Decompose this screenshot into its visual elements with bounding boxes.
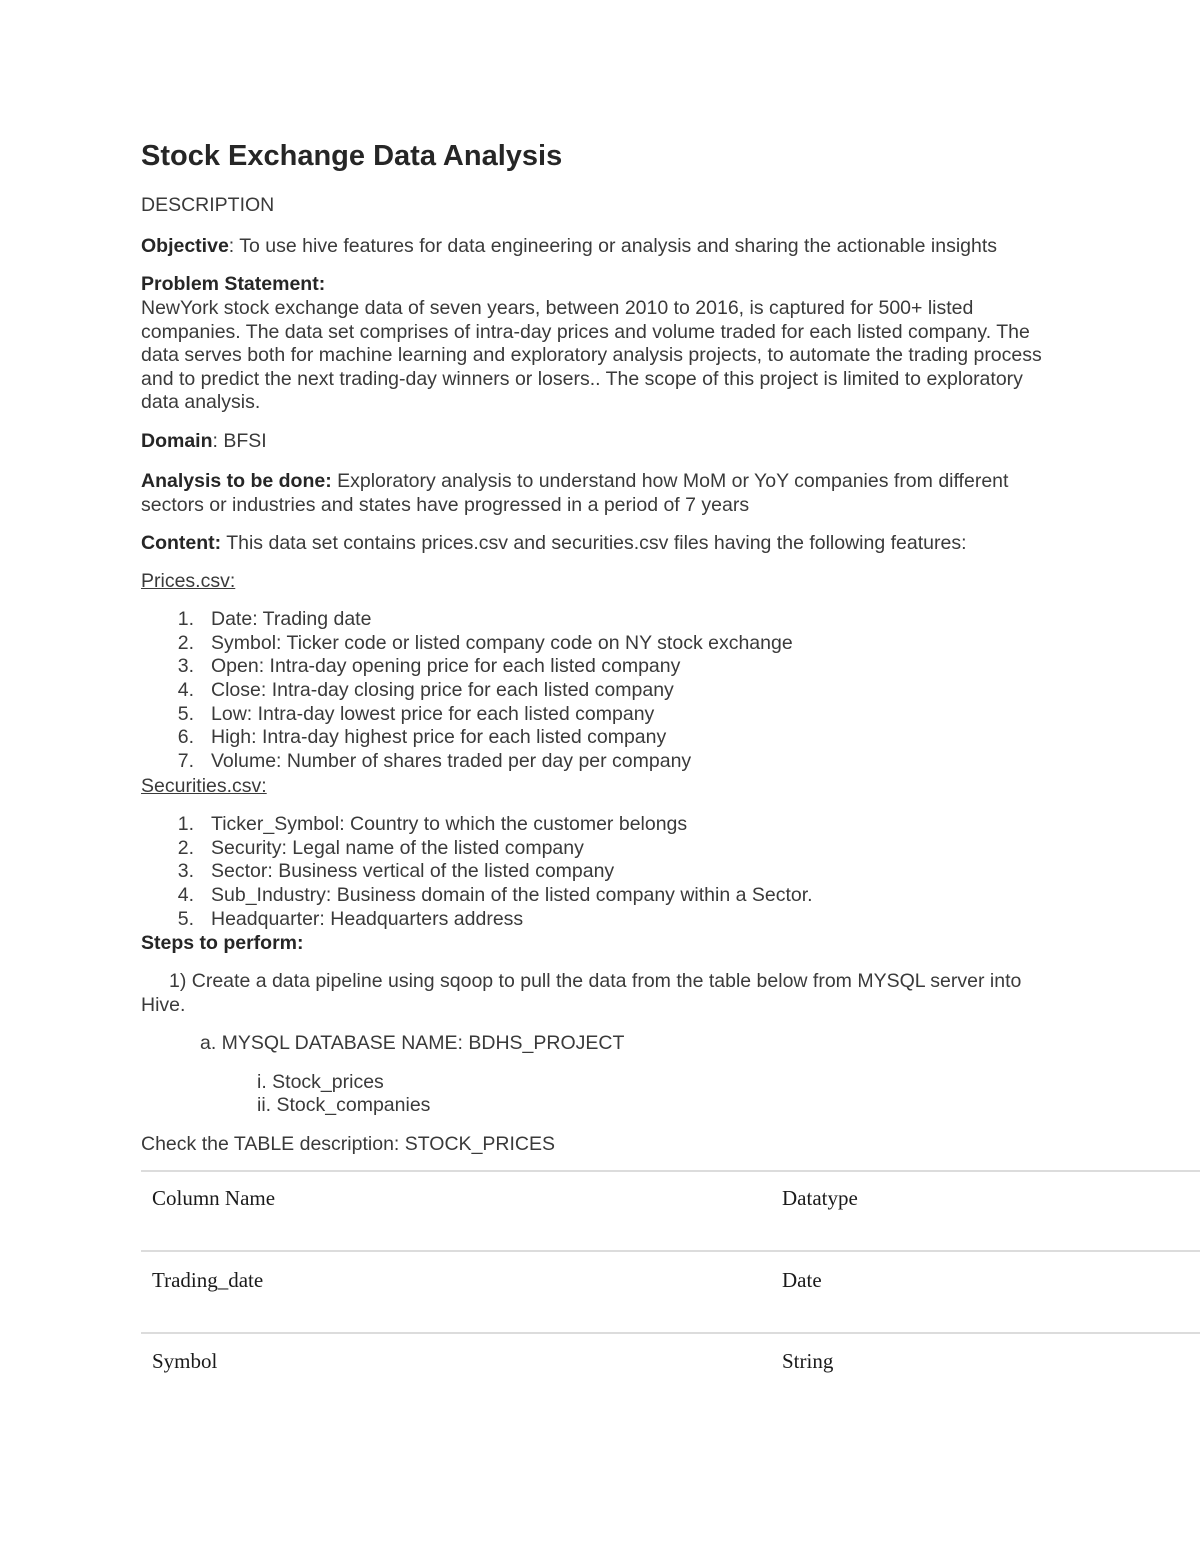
table-rule — [141, 1170, 1200, 1172]
table-header-datatype: Datatype — [782, 1186, 858, 1210]
content-label: Content: — [141, 532, 222, 554]
domain-paragraph — [141, 430, 1071, 454]
table-name-2: ii. Stock_companies — [257, 1094, 431, 1116]
database-name: a. MYSQL DATABASE NAME: BDHS_PROJECT — [200, 1032, 625, 1054]
securities-heading: Securities.csv: — [141, 775, 267, 797]
step-1-text: 1) Create a data pipeline using sqoop to pull the data from the table below from MYSQL server into Hive. — [141, 970, 1022, 1016]
check-table-description: Check the TABLE description: STOCK_PRICES — [141, 1133, 556, 1155]
objective-paragraph — [141, 235, 1071, 259]
content-paragraph — [141, 532, 1071, 556]
table-header-column-name: Column Name — [152, 1186, 276, 1210]
problem-statement-text: NewYork stock exchange data of seven years, between 2010 to 2016, is captured for 500+ listed companies. The data set comprises of intra-day prices and volume traded for each listed company. The data serves both for machine learning and exploratory analysis projects, to automate the trading process and to predict the next trading-day winners or losers.. The scope of this project is limited to exploratory data analysis. — [141, 297, 1042, 413]
domain-label: Domain — [141, 430, 213, 452]
domain-text: : BFSI — [212, 430, 267, 452]
analysis-paragraph — [141, 470, 1066, 517]
table-cell: Trading_date — [152, 1268, 264, 1292]
objective-label: Objective — [141, 235, 229, 257]
analysis-label: Analysis to be done: — [141, 470, 332, 492]
analysis-text: Exploratory analysis to understand how MoM or YoY companies from different sectors or industries and states have progressed in a period of 7 years — [141, 470, 1009, 516]
table-cell: String — [782, 1349, 834, 1373]
steps-heading: Steps to perform: — [141, 932, 304, 954]
prices-heading: Prices.csv: — [141, 570, 236, 592]
table-rule — [141, 1332, 1200, 1334]
content-text: This data set contains prices.csv and securities.csv files having the following features: — [221, 532, 967, 554]
problem-statement-label: Problem Statement: — [141, 273, 326, 295]
objective-text: : To use hive features for data engineering or analysis and sharing the actionable insights — [228, 235, 998, 257]
page-title: Stock Exchange Data Analysis — [141, 140, 563, 172]
table-name-1: i. Stock_prices — [257, 1071, 384, 1093]
table-cell: Symbol — [152, 1349, 218, 1373]
table-cell: Date — [782, 1268, 822, 1292]
table-rule — [141, 1250, 1200, 1252]
description-heading: DESCRIPTION — [141, 194, 275, 216]
